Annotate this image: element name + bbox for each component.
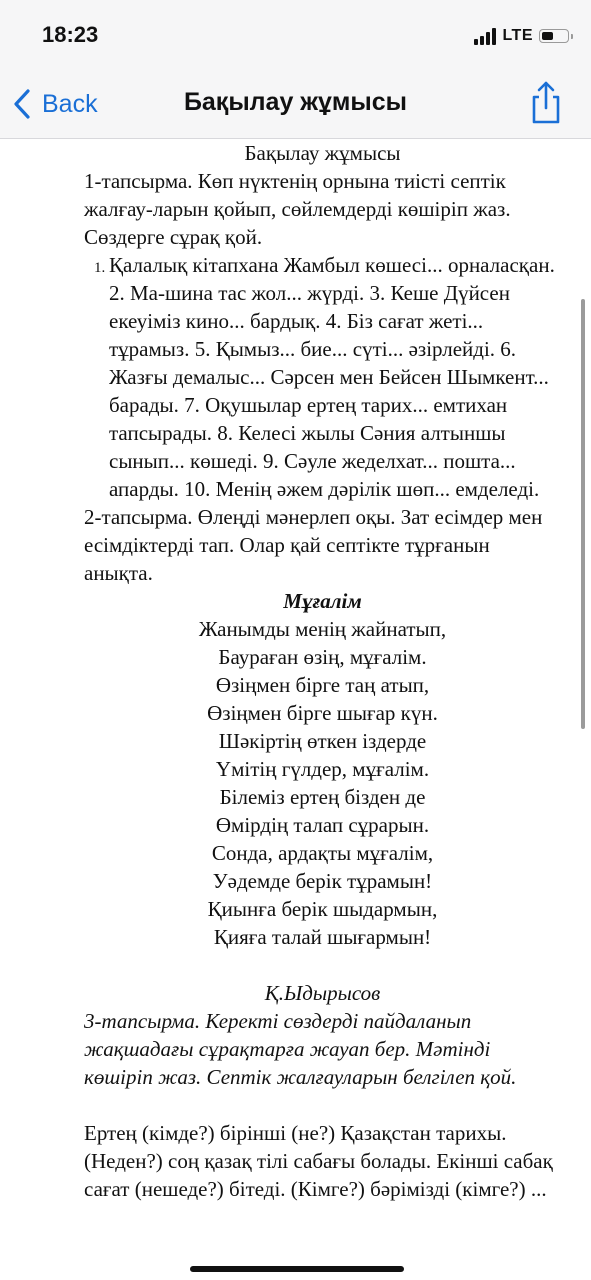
document-viewer[interactable] (0, 139, 591, 1280)
poem-line: Өзіңмен бірге шығар күн. (207, 701, 438, 725)
battery-level-fill (542, 32, 553, 40)
spacer (84, 1091, 561, 1119)
spacer (84, 951, 561, 979)
network-type: LTE (502, 27, 533, 44)
status-indicators (474, 24, 569, 48)
poem-line: Қиынға берік шыдармын, (207, 897, 438, 921)
status-time: 18:23 (42, 22, 99, 47)
page-title: Бақылау жұмысы (183, 88, 408, 116)
poem-line: Уәдемде берік тұрамын! (212, 869, 433, 893)
share-button[interactable] (527, 80, 565, 126)
poem-line: Жанымды менің жайнатып, (198, 617, 447, 641)
top-bar (0, 0, 591, 139)
poem-line: Өзіңмен бірге таң атып, (215, 673, 430, 697)
doc-title: Бақылау жұмысы (244, 141, 401, 165)
task2-text: 2-тапсырма. Өлеңді мәнерлеп оқы. Зат есімдер мен есімдіктерді тап. Олар қай септікте тұрғанын анықта. (84, 505, 543, 585)
poem-line: Үмітің гүлдер, мұғалім. (215, 757, 430, 781)
poem-line: Өмірдің талап сұрарын. (215, 813, 430, 837)
back-label: Back (42, 89, 98, 118)
scrollbar[interactable] (581, 299, 585, 729)
home-indicator[interactable] (190, 1266, 404, 1272)
task1-text: 1-тапсырма. Көп нүктенің орнына тиісті септік жалғау-ларын қойып, сөйлемдерді көшіріп жаз. Сөздерге сұрақ қой. (84, 169, 511, 249)
task1-item: 1. Қалалық кітапхана Жамбыл көшесі... орналасқан. 2. Ма-шина тас жол... жүрді. 3. Кеше Дүйсен екеуіміз кино... бардық. 4. Біз сағат жеті... тұрамыз. 5. Қымыз... бие... сүті... әзірлейді. 6. Жазғы демалыс... Сәрсен мен Бейсен Шымкент... барады. 7. Оқушылар ертең тарих... емтихан тапсырады. 8. Келесі жылы Сәния алтыншы сынып... көшеді. 9. Сәуле жеделхат... пошта... апарды. 10. Менің әжем дәрілік шөп... емделеді. (109, 251, 561, 503)
task3-text: 3-тапсырма. Керекті сөздерді пайдаланып жақшадағы сұрақтарға жауап бер. Мәтінді көшіріп жаз. Септік жалғауларын белгілеп қой. (84, 1009, 517, 1089)
task3-body: Ертең (кімде?) бірінші (не?) Қазақстан тарихы. (Неден?) соң қазақ тілі сабағы болады. Екінші сабақ сағат (нешеде?) бітеді. (Кімге?) бәрімізді (кімге?) ... (84, 1121, 553, 1201)
battery-icon (539, 29, 569, 43)
document-page (0, 139, 591, 1203)
poem-line: Қияға талай шығармын! (213, 925, 432, 949)
chevron-left-icon (12, 88, 32, 120)
poem-line: Білеміз ертең бізден де (219, 785, 426, 809)
poem-line: Баураған өзің, мұғалім. (218, 645, 427, 669)
task1-list (84, 251, 561, 503)
poem-line: Сонда, ардақты мұғалім, (211, 841, 434, 865)
poem-line: Шәкіртің өткен іздерде (218, 729, 427, 753)
battery-cap (571, 34, 573, 39)
back-button[interactable] (12, 84, 98, 124)
poem-author: Қ.Ыдырысов (264, 981, 381, 1005)
cellular-signal-icon (474, 27, 496, 45)
poem-title: Мұғалім (283, 589, 362, 613)
share-icon (527, 80, 565, 126)
